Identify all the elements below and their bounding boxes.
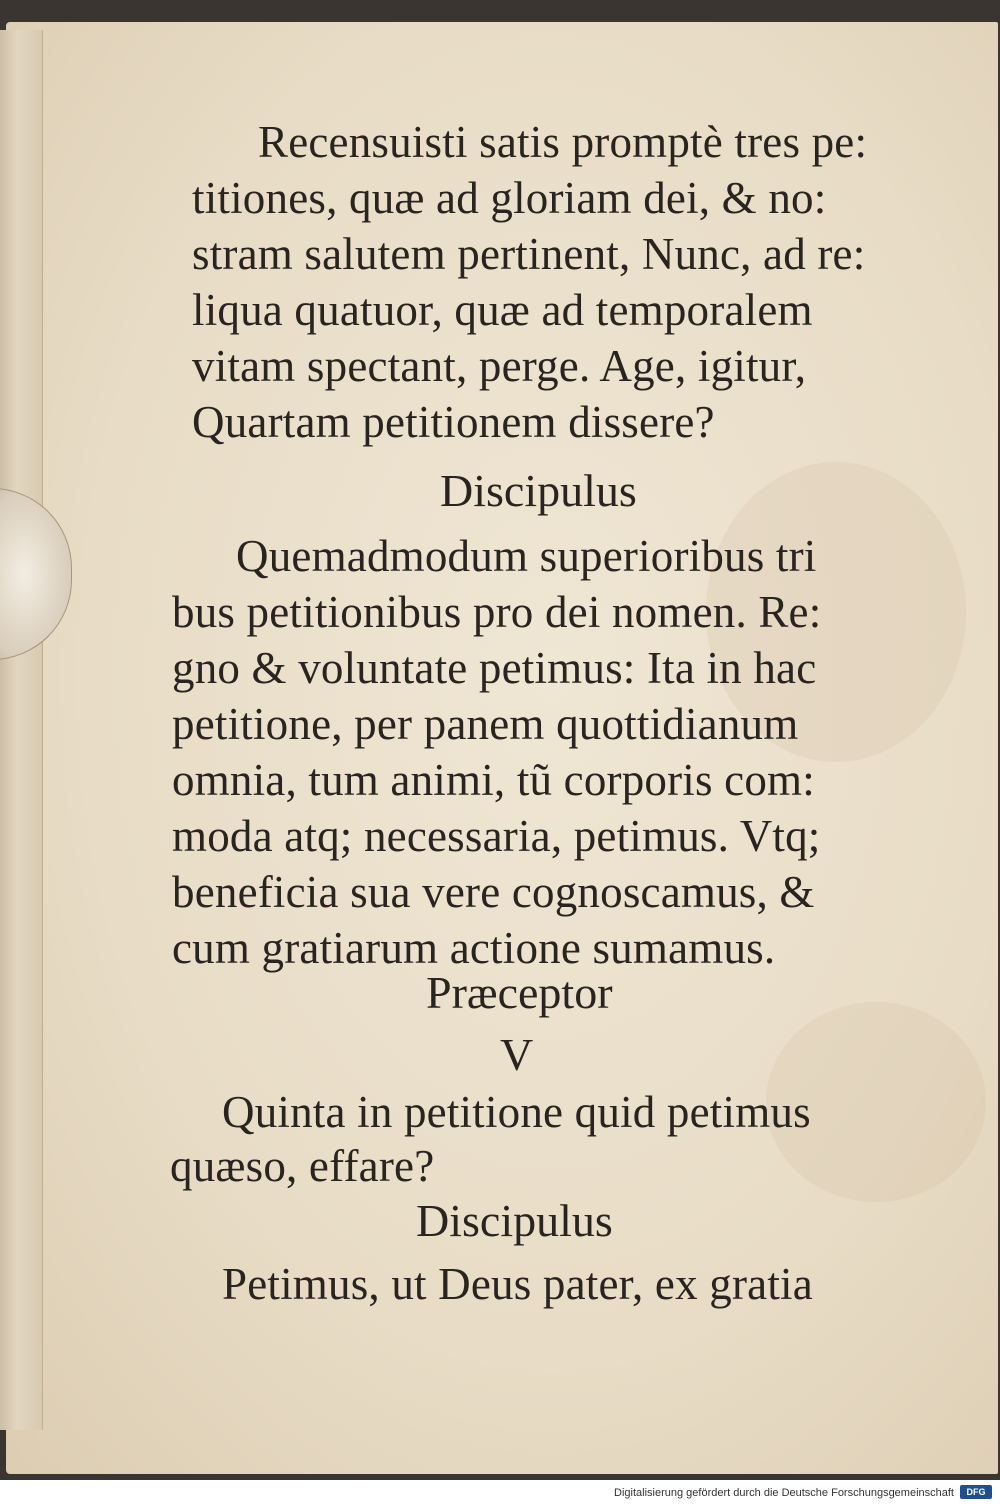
text-line: Quartam petitionem dissere?	[192, 397, 715, 447]
dfg-logo: DFG	[960, 1485, 992, 1499]
section-heading: Præceptor	[426, 967, 613, 1018]
text-line: moda atq; necessaria, petimus. Vtq;	[172, 811, 821, 861]
footer-bar	[0, 1480, 1000, 1504]
text-line: Petimus, ut Deus pater, ex gratia	[222, 1259, 813, 1309]
footer-credit: Digitalisierung gefördert durch die Deutsche Forschungsgemeinschaft	[614, 1487, 954, 1499]
section-heading: Discipulus	[440, 465, 637, 516]
text-line: omnia, tum animi, tũ corporis com:	[172, 755, 815, 805]
text-line: gno & voluntate petimus: Ita in hac	[172, 643, 817, 693]
text-line: vitam spectant, perge. Age, igitur,	[192, 341, 807, 391]
text-line: titiones, quæ ad gloriam dei, & no:	[192, 173, 827, 223]
text-line: Recensuisti satis promptè tres pe:	[258, 117, 868, 167]
text-line: bus petitionibus pro dei nomen. Re:	[172, 587, 822, 637]
text-line: Quemadmodum superioribus tri	[236, 531, 817, 581]
text-line: cum gratiarum actione sumamus.	[172, 923, 776, 973]
text-line: Quinta in petitione quid petimus	[222, 1087, 811, 1137]
section-numeral: V	[500, 1029, 534, 1080]
text-line: liqua quatuor, quæ ad temporalem	[192, 285, 813, 335]
section-heading: Discipulus	[416, 1195, 613, 1246]
text-line: stram salutem pertinent, Nunc, ad re:	[192, 229, 866, 279]
text-line: quæso, effare?	[170, 1141, 435, 1191]
text-line: beneficia sua vere cognoscamus, &	[172, 867, 815, 917]
text-line: petitione, per panem quottidianum	[172, 699, 799, 749]
